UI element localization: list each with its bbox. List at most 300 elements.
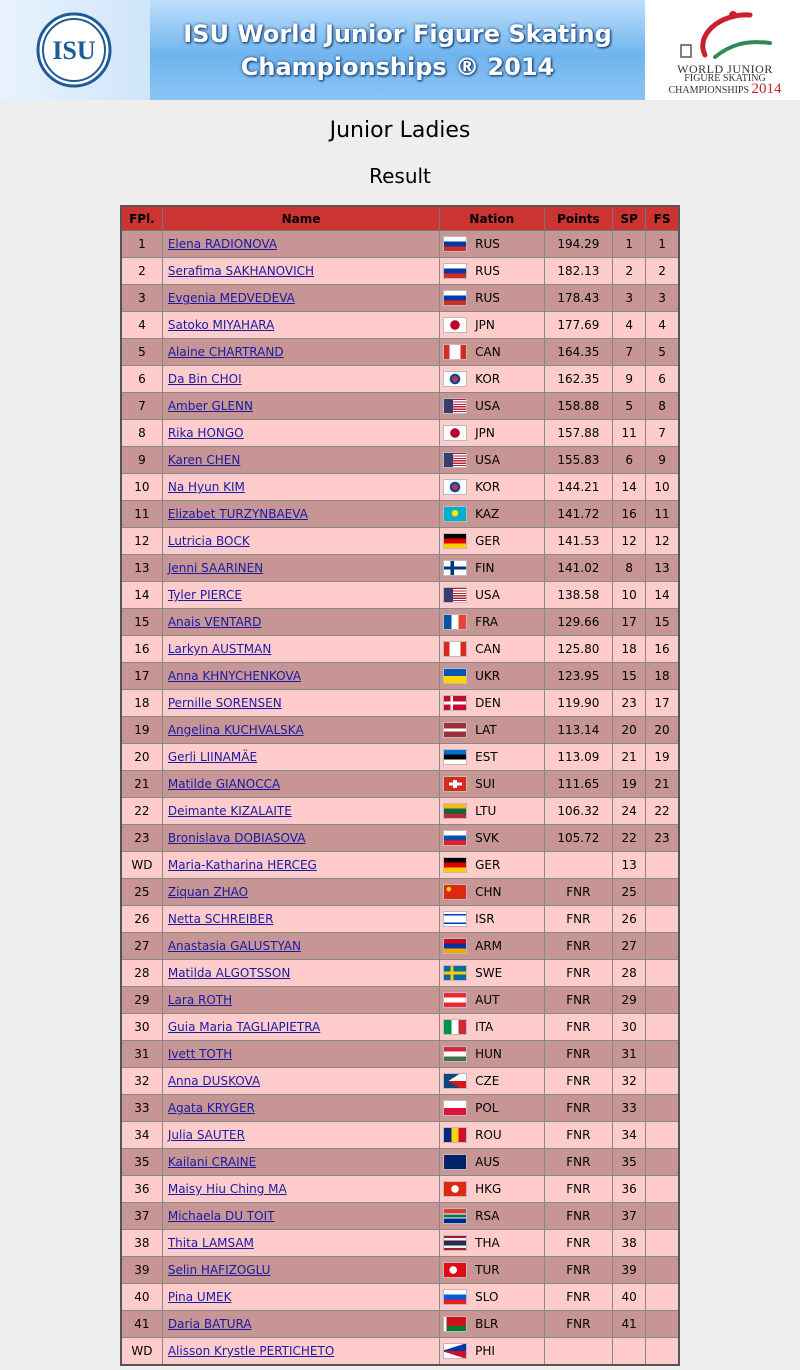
- cell-place: 25: [121, 879, 162, 906]
- flag-ger-icon: [443, 533, 467, 549]
- cell-sp: 7: [613, 339, 646, 366]
- cell-points: 141.72: [544, 501, 613, 528]
- cell-place: 18: [121, 690, 162, 717]
- table-row: [121, 339, 679, 366]
- skater-name-link[interactable]: Alaine CHARTRAND: [167, 345, 284, 359]
- flag-tha-icon: [443, 1235, 467, 1251]
- cell-place: 10: [121, 474, 162, 501]
- cell-points: FNR: [544, 1284, 613, 1311]
- cell-sp: 2: [613, 258, 646, 285]
- cell-place: 13: [121, 555, 162, 582]
- nation-code: USA: [475, 453, 500, 467]
- cell-points: 182.13: [544, 258, 613, 285]
- cell-fs: 4: [646, 312, 679, 339]
- cell-nation: [440, 1176, 544, 1203]
- skater-name-link[interactable]: Tyler PIERCE: [167, 588, 242, 602]
- nation-code: ARM: [475, 939, 503, 953]
- cell-sp: 1: [613, 231, 646, 258]
- skater-name-link[interactable]: Pina UMEK: [167, 1290, 232, 1304]
- cell-points: FNR: [544, 1257, 613, 1284]
- nation-code: CAN: [475, 345, 501, 359]
- skater-name-link[interactable]: Michaela DU TOIT: [167, 1209, 275, 1223]
- skater-name-link[interactable]: Anais VENTARD: [167, 615, 262, 629]
- cell-nation: [440, 393, 544, 420]
- flag-can-icon: [443, 641, 467, 657]
- cell-sp: 16: [613, 501, 646, 528]
- header-banner: [0, 0, 800, 100]
- cell-fs: 16: [646, 636, 679, 663]
- cell-place: 30: [121, 1014, 162, 1041]
- cell-points: 144.21: [544, 474, 613, 501]
- table-row: [121, 852, 679, 879]
- cell-nation: [440, 1284, 544, 1311]
- cell-points: FNR: [544, 960, 613, 987]
- cell-name: [162, 1041, 439, 1068]
- flag-rsa-icon: [443, 1208, 467, 1224]
- wjc-line3: [660, 81, 790, 97]
- nation-code: FIN: [475, 561, 495, 575]
- cell-name: [162, 420, 439, 447]
- cell-sp: 17: [613, 609, 646, 636]
- cell-name: [162, 582, 439, 609]
- cell-place: 27: [121, 933, 162, 960]
- cell-name: [162, 231, 439, 258]
- isu-logo-text: ISU: [52, 36, 96, 65]
- skater-name-link[interactable]: Guia Maria TAGLIAPIETRA: [167, 1020, 321, 1034]
- cell-fs: 5: [646, 339, 679, 366]
- skater-name-link[interactable]: Ziquan ZHAO: [167, 885, 249, 899]
- skater-name-link[interactable]: Karen CHEN: [167, 453, 241, 467]
- table-row: [121, 825, 679, 852]
- cell-sp: 8: [613, 555, 646, 582]
- cell-points: 111.65: [544, 771, 613, 798]
- cell-name: [162, 555, 439, 582]
- skater-name-link[interactable]: Jenni SAARINEN: [167, 561, 264, 575]
- col-header-nation: Nation: [440, 206, 544, 231]
- flag-arm-icon: [443, 938, 467, 954]
- cell-nation: [440, 987, 544, 1014]
- cell-points: [544, 1338, 613, 1366]
- cell-place: 9: [121, 447, 162, 474]
- flag-can-icon: [443, 344, 467, 360]
- nation-code: CZE: [475, 1074, 500, 1088]
- cell-name: [162, 1014, 439, 1041]
- cell-points: FNR: [544, 1122, 613, 1149]
- skater-name-link[interactable]: Da Bin CHOI: [167, 372, 242, 386]
- nation-code: AUT: [475, 993, 500, 1007]
- skater-name-link[interactable]: Daria BATURA: [167, 1317, 252, 1331]
- table-row: [121, 1068, 679, 1095]
- cell-nation: [440, 690, 544, 717]
- nation-code: FRA: [475, 615, 499, 629]
- skater-name-link[interactable]: Gerli LIINAMÄE: [167, 750, 258, 764]
- skater-name-link[interactable]: Rika HONGO: [167, 426, 244, 440]
- skater-name-link[interactable]: Na Hyun KIM: [167, 480, 245, 494]
- skater-name-link[interactable]: Deimante KIZALAITE: [167, 804, 292, 818]
- table-row: [121, 1176, 679, 1203]
- nation-code: KOR: [475, 480, 501, 494]
- cell-nation: [440, 744, 544, 771]
- flag-chn-icon: [443, 884, 467, 900]
- cell-points: 177.69: [544, 312, 613, 339]
- cell-sp: 11: [613, 420, 646, 447]
- cell-name: [162, 366, 439, 393]
- nation-code: ROU: [475, 1128, 502, 1142]
- cell-place: 28: [121, 960, 162, 987]
- cell-points: 158.88: [544, 393, 613, 420]
- flag-hkg-icon: [443, 1181, 467, 1197]
- skater-name-link[interactable]: Amber GLENN: [167, 399, 254, 413]
- cell-nation: [440, 1041, 544, 1068]
- cell-nation: [440, 339, 544, 366]
- cell-nation: [440, 906, 544, 933]
- cell-points: 157.88: [544, 420, 613, 447]
- cell-name: [162, 879, 439, 906]
- cell-points: 105.72: [544, 825, 613, 852]
- cell-nation: [440, 366, 544, 393]
- cell-sp: 18: [613, 636, 646, 663]
- cell-points: 194.29: [544, 231, 613, 258]
- skater-name-link[interactable]: Serafima SAKHANOVICH: [167, 264, 315, 278]
- cell-sp: 31: [613, 1041, 646, 1068]
- cell-place: 8: [121, 420, 162, 447]
- skater-name-link[interactable]: Bronislava DOBIASOVA: [167, 831, 306, 845]
- nation-code: SWE: [475, 966, 503, 980]
- skater-name-link[interactable]: Evgenia MEDVEDEVA: [167, 291, 295, 305]
- cell-sp: 15: [613, 663, 646, 690]
- table-row: [121, 285, 679, 312]
- cell-fs: [646, 1014, 679, 1041]
- nation-code: USA: [475, 399, 500, 413]
- cell-name: [162, 960, 439, 987]
- table-row: [121, 231, 679, 258]
- skater-name-link[interactable]: Angelina KUCHVALSKA: [167, 723, 304, 737]
- flag-tur-icon: [443, 1262, 467, 1278]
- table-row: [121, 798, 679, 825]
- cell-nation: [440, 636, 544, 663]
- flag-kor-icon: [443, 371, 467, 387]
- flag-rou-icon: [443, 1127, 467, 1143]
- cell-fs: 14: [646, 582, 679, 609]
- nation-code: ISR: [475, 912, 495, 926]
- cell-sp: 28: [613, 960, 646, 987]
- wjc-year: 2014: [751, 81, 782, 97]
- cell-fs: [646, 1149, 679, 1176]
- cell-name: [162, 906, 439, 933]
- cell-sp: 23: [613, 690, 646, 717]
- nation-code: USA: [475, 588, 500, 602]
- flag-usa-icon: [443, 452, 467, 468]
- cell-place: 26: [121, 906, 162, 933]
- cell-nation: [440, 528, 544, 555]
- skater-name-link[interactable]: Agata KRYGER: [167, 1101, 255, 1115]
- flag-phi-icon: [443, 1343, 467, 1359]
- cell-points: 162.35: [544, 366, 613, 393]
- cell-name: [162, 1203, 439, 1230]
- col-header-name: Name: [162, 206, 439, 231]
- table-row: [121, 1284, 679, 1311]
- cell-place: 36: [121, 1176, 162, 1203]
- cell-name: [162, 501, 439, 528]
- cell-fs: 9: [646, 447, 679, 474]
- cell-nation: [440, 1203, 544, 1230]
- table-row: [121, 771, 679, 798]
- flag-svk-icon: [443, 830, 467, 846]
- flag-rus-icon: [443, 290, 467, 306]
- skater-name-link[interactable]: Anastasia GALUSTYAN: [167, 939, 301, 953]
- results-table: [120, 205, 680, 1366]
- cell-nation: [440, 852, 544, 879]
- cell-points: FNR: [544, 906, 613, 933]
- cell-sp: 13: [613, 852, 646, 879]
- skater-name-link[interactable]: Kailani CRAINE: [167, 1155, 257, 1169]
- skater-name-link[interactable]: Netta SCHREIBER: [167, 912, 274, 926]
- cell-sp: 35: [613, 1149, 646, 1176]
- flag-blr-icon: [443, 1316, 467, 1332]
- cell-name: [162, 285, 439, 312]
- cell-name: [162, 825, 439, 852]
- cell-sp: 9: [613, 366, 646, 393]
- skater-name-link[interactable]: Elena RADIONOVA: [167, 237, 278, 251]
- cell-place: 1: [121, 231, 162, 258]
- table-row: [121, 960, 679, 987]
- flag-ukr-icon: [443, 668, 467, 684]
- cell-fs: 7: [646, 420, 679, 447]
- cell-nation: [440, 258, 544, 285]
- skater-name-link[interactable]: Larkyn AUSTMAN: [167, 642, 272, 656]
- cell-points: 123.95: [544, 663, 613, 690]
- table-row: [121, 690, 679, 717]
- cell-nation: [440, 1311, 544, 1338]
- skater-name-link[interactable]: Anna DUSKOVA: [167, 1074, 261, 1088]
- cell-fs: [646, 1311, 679, 1338]
- cell-nation: [440, 771, 544, 798]
- cell-sp: 30: [613, 1014, 646, 1041]
- banner-title: [160, 18, 635, 84]
- cell-nation: [440, 825, 544, 852]
- cell-fs: 6: [646, 366, 679, 393]
- nation-code: LAT: [475, 723, 497, 737]
- skater-name-link[interactable]: Elizabet TURZYNBAEVA: [167, 507, 308, 521]
- cell-sp: 29: [613, 987, 646, 1014]
- isu-logo-icon[interactable]: [36, 12, 112, 88]
- cell-fs: 2: [646, 258, 679, 285]
- cell-points: FNR: [544, 1230, 613, 1257]
- cell-nation: [440, 1149, 544, 1176]
- cell-name: [162, 1122, 439, 1149]
- nation-code: GER: [475, 534, 501, 548]
- table-row: [121, 447, 679, 474]
- cell-points: FNR: [544, 987, 613, 1014]
- flag-jpn-icon: [443, 317, 467, 333]
- cell-nation: [440, 933, 544, 960]
- table-row: [121, 393, 679, 420]
- skater-name-link[interactable]: Alisson Krystle PERTICHETO: [167, 1344, 335, 1358]
- cell-sp: 39: [613, 1257, 646, 1284]
- cell-sp: 27: [613, 933, 646, 960]
- table-row: [121, 744, 679, 771]
- table-row: [121, 1041, 679, 1068]
- table-row: [121, 1095, 679, 1122]
- cell-fs: 13: [646, 555, 679, 582]
- cell-place: 35: [121, 1149, 162, 1176]
- cell-name: [162, 987, 439, 1014]
- cell-nation: [440, 1122, 544, 1149]
- flag-usa-icon: [443, 398, 467, 414]
- cell-nation: [440, 960, 544, 987]
- skater-name-link[interactable]: Maria-Katharina HERCEG: [167, 858, 317, 872]
- table-row: [121, 582, 679, 609]
- skater-name-link[interactable]: Matilde GIANOCCA: [167, 777, 281, 791]
- cell-fs: 20: [646, 717, 679, 744]
- cell-nation: [440, 1014, 544, 1041]
- nation-code: RSA: [475, 1209, 500, 1223]
- flag-jpn-icon: [443, 425, 467, 441]
- col-header-sp: SP: [613, 206, 646, 231]
- nation-code: CHN: [475, 885, 502, 899]
- cell-sp: 10: [613, 582, 646, 609]
- cell-fs: 1: [646, 231, 679, 258]
- flag-slo-icon: [443, 1289, 467, 1305]
- cell-fs: 12: [646, 528, 679, 555]
- cell-name: [162, 771, 439, 798]
- cell-place: 2: [121, 258, 162, 285]
- nation-code: DEN: [475, 696, 501, 710]
- cell-nation: [440, 1257, 544, 1284]
- cell-name: [162, 609, 439, 636]
- cell-sp: 25: [613, 879, 646, 906]
- table-row: [121, 609, 679, 636]
- cell-place: 5: [121, 339, 162, 366]
- flag-fra-icon: [443, 614, 467, 630]
- cell-fs: 8: [646, 393, 679, 420]
- cell-nation: [440, 1230, 544, 1257]
- cell-sp: 20: [613, 717, 646, 744]
- cell-sp: 21: [613, 744, 646, 771]
- cell-place: WD: [121, 1338, 162, 1366]
- cell-fs: [646, 1230, 679, 1257]
- cell-fs: 21: [646, 771, 679, 798]
- cell-place: 22: [121, 798, 162, 825]
- cell-place: 41: [121, 1311, 162, 1338]
- cell-sp: 3: [613, 285, 646, 312]
- table-row: [121, 906, 679, 933]
- skater-name-link[interactable]: Julia SAUTER: [167, 1128, 245, 1142]
- flag-fin-icon: [443, 560, 467, 576]
- cell-fs: [646, 1068, 679, 1095]
- cell-name: [162, 798, 439, 825]
- cell-points: FNR: [544, 933, 613, 960]
- table-row: [121, 663, 679, 690]
- cell-points: 141.53: [544, 528, 613, 555]
- cell-place: 19: [121, 717, 162, 744]
- skater-name-link[interactable]: Pernille SORENSEN: [167, 696, 282, 710]
- skater-name-link[interactable]: Lutricia BOCK: [167, 534, 250, 548]
- cell-name: [162, 636, 439, 663]
- cell-name: [162, 1095, 439, 1122]
- skater-name-link[interactable]: Anna KHNYCHENKOVA: [167, 669, 302, 683]
- cell-points: FNR: [544, 1095, 613, 1122]
- nation-code: THA: [475, 1236, 500, 1250]
- table-row: [121, 501, 679, 528]
- col-header-fs: FS: [646, 206, 679, 231]
- skater-name-link[interactable]: Maisy Hiu Ching MA: [167, 1182, 287, 1196]
- skater-name-link[interactable]: Ivett TOTH: [167, 1047, 233, 1061]
- cell-nation: [440, 582, 544, 609]
- skater-name-link[interactable]: Lara ROTH: [167, 993, 233, 1007]
- skater-name-link[interactable]: Matilda ALGOTSSON: [167, 966, 291, 980]
- table-row: [121, 555, 679, 582]
- cell-name: [162, 663, 439, 690]
- cell-points: 138.58: [544, 582, 613, 609]
- cell-sp: 5: [613, 393, 646, 420]
- cell-place: 4: [121, 312, 162, 339]
- cell-nation: [440, 1095, 544, 1122]
- nation-code: UKR: [475, 669, 501, 683]
- nation-code: KAZ: [475, 507, 500, 521]
- cell-sp: [613, 1338, 646, 1366]
- nation-code: PHI: [475, 1344, 495, 1358]
- table-row: [121, 258, 679, 285]
- nation-code: JPN: [475, 426, 495, 440]
- cell-name: [162, 393, 439, 420]
- flag-ltu-icon: [443, 803, 467, 819]
- cell-sp: 37: [613, 1203, 646, 1230]
- wjc-line2: FIGURE SKATING: [684, 73, 766, 84]
- cell-points: 113.09: [544, 744, 613, 771]
- cell-place: WD: [121, 852, 162, 879]
- cell-fs: [646, 1203, 679, 1230]
- col-header-place: FPl.: [121, 206, 162, 231]
- results-body: [121, 231, 679, 1366]
- cell-name: [162, 1149, 439, 1176]
- cell-nation: [440, 1338, 544, 1366]
- table-row: [121, 528, 679, 555]
- cell-nation: [440, 555, 544, 582]
- cell-fs: 18: [646, 663, 679, 690]
- cell-name: [162, 474, 439, 501]
- cell-fs: [646, 1095, 679, 1122]
- table-row: [121, 420, 679, 447]
- cell-place: 23: [121, 825, 162, 852]
- table-row: [121, 1203, 679, 1230]
- cell-fs: [646, 1338, 679, 1366]
- cell-sp: 33: [613, 1095, 646, 1122]
- skater-logo-icon: [675, 5, 775, 65]
- cell-points: FNR: [544, 1041, 613, 1068]
- cell-points: 178.43: [544, 285, 613, 312]
- cell-nation: [440, 420, 544, 447]
- nation-code: CAN: [475, 642, 501, 656]
- cell-fs: [646, 960, 679, 987]
- nation-code: SUI: [475, 777, 496, 791]
- nation-code: KOR: [475, 372, 501, 386]
- cell-name: [162, 744, 439, 771]
- cell-place: 6: [121, 366, 162, 393]
- cell-points: 113.14: [544, 717, 613, 744]
- flag-usa-icon: [443, 587, 467, 603]
- cell-place: 3: [121, 285, 162, 312]
- flag-isr-icon: [443, 911, 467, 927]
- skater-name-link[interactable]: Selin HAFIZOGLU: [167, 1263, 271, 1277]
- cell-place: 17: [121, 663, 162, 690]
- cell-place: 15: [121, 609, 162, 636]
- skater-name-link[interactable]: Satoko MIYAHARA: [167, 318, 275, 332]
- cell-points: 106.32: [544, 798, 613, 825]
- cell-name: [162, 1257, 439, 1284]
- page-title: Junior Ladies: [329, 118, 471, 143]
- skater-name-link[interactable]: Thita LAMSAM: [167, 1236, 254, 1250]
